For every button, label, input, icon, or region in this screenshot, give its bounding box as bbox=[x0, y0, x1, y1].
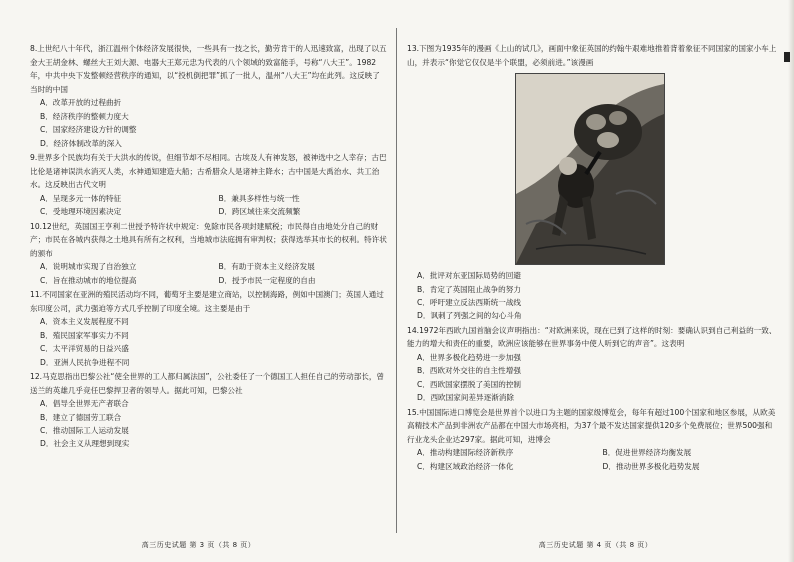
option-d: D．西欧国家间差异逐渐消除 bbox=[417, 393, 514, 403]
option-a: A．世界多极化趋势进一步加强 bbox=[417, 353, 521, 362]
option-b: B．西欧对外交往的自主性增强 bbox=[417, 366, 521, 376]
question-11 bbox=[30, 288, 387, 369]
option-b: B．促进世界经济均衡发展 bbox=[602, 448, 692, 458]
option-a: A．批评对东亚国际局势的回避 bbox=[417, 271, 521, 281]
question-stem: 12.马克思指出巴黎公社“使全世界的工人都归属法国”，公社委任了一个德国工人担任自己的劳动部长，曾送兰的英雄几乎竞任巴黎捍卫者的领导人。据此可知，巴黎公社 bbox=[30, 372, 385, 395]
option-c: C．国家经济建设方针的调整 bbox=[40, 125, 137, 135]
question-8 bbox=[30, 42, 387, 150]
option-d: D．授予市民一定程度的自由 bbox=[218, 275, 316, 285]
question-9 bbox=[30, 151, 387, 219]
option-b: B．兼具多样性与统一性 bbox=[218, 193, 300, 203]
option-b: B．有助于资本主义经济发展 bbox=[218, 262, 315, 272]
question-stem: 15.中国国际进口博览会是世界首个以进口为主题的国家级博览会，每年有超过100个国家和地区参展，从欧美高精技术产品到非洲农产品都在中国大市场亮相，为37个最不发达国家提供120多个免费展位；世界500强和行业龙头企业达297家。据此可知，进博会 bbox=[407, 407, 776, 444]
question-15 bbox=[407, 406, 778, 474]
option-d: D．推动世界多极化趋势发展 bbox=[602, 461, 700, 471]
option-d: D．讽刺了列强之间的勾心斗角 bbox=[417, 311, 522, 321]
option-c: C．受地理环境因素决定 bbox=[40, 207, 122, 217]
option-a: A．资本主义发展程度不同 bbox=[40, 317, 129, 327]
option-c: C．旨在推动城市的地位提高 bbox=[40, 275, 137, 285]
cartoon-drawing bbox=[516, 74, 664, 264]
option-c: C．推动国际工人运动发展 bbox=[40, 426, 129, 435]
option-a: A．呈现多元一体的特征 bbox=[40, 193, 122, 203]
option-a: A．说明城市实现了自治独立 bbox=[40, 262, 137, 272]
option-b: B．建立了德国劳工联合 bbox=[40, 412, 122, 422]
question-stem: 11.不同国家在亚洲的殖民活动均不同，葡萄牙主要是建立商站，以控制海路，例如中国澳门；英国人通过东印度公司，武力强迫等方式几乎控制了印度全境。这主要是由于 bbox=[30, 290, 384, 313]
option-d: D．亚洲人民抗争进程不同 bbox=[40, 357, 130, 367]
option-c: C．构建区域政治经济一体化 bbox=[417, 461, 514, 471]
question-stem: 8.上世纪八十年代，浙江温州个体经济发展很快，一些具有一技之长，勤劳肯干的人迅速致富，出现了以五金大王胡金林、螺丝大王刘大源、电器大王郑元忠为代表的八个领域的致富能手，号称“八大王”。1982年，中共中央下发整顿经营秩序的通知，以“投机倒把罪”抓了一批人，温州“八大王”均在此列。这反映了当时的中国 bbox=[30, 44, 387, 94]
question-12 bbox=[30, 370, 387, 451]
option-c: C．呼吁建立反法西斯统一战线 bbox=[417, 298, 522, 307]
question-stem: 14.1972年西欧九国首脑会议声明指出：“对欧洲来说，现在已到了这样的时刻：要确认识到自己利益的一致、能力的增大和责任的重要，欧洲应该能够在世界事务中使人听到它的声音”。这表明 bbox=[407, 325, 777, 349]
option-d: D．跨区域往来交流频繁 bbox=[218, 207, 301, 217]
scan-edge-shadow bbox=[788, 0, 794, 562]
option-b: B．殖民国家军事实力不同 bbox=[40, 330, 129, 340]
option-b: B．经济秩序的整顿力度大 bbox=[40, 111, 129, 121]
question-stem: 13.下图为1935年的漫画《上山的试几》，画面中象征英国的约翰牛艰难地推着背着象征不同国家的国家小车上山，并表示“你觉它仅仅是半个联盟，必须前进。”该漫画 bbox=[407, 44, 777, 67]
page-footer: 高三历史试题 第 3 页（共 8 页） bbox=[141, 541, 256, 549]
option-a: A．倡导全世界无产者联合 bbox=[40, 399, 129, 409]
option-d: D．经济体制改革的深入 bbox=[40, 138, 122, 148]
question-stem: 10.12世纪，英国国王亨利二世授予特许状中规定：免除市民各项封建赋税；市民得自由地处分自己的财产；市民在各城内获得之土地具有所有之权利，当地城市法庭拥有审判权；获得选举其市长的权利。特许状的颁布 bbox=[30, 221, 387, 258]
option-d: D．社会主义从理想到现实 bbox=[40, 439, 130, 449]
question-14 bbox=[407, 324, 778, 405]
right-page bbox=[397, 0, 794, 562]
option-a: A．推动构建国际经济新秩序 bbox=[417, 448, 514, 458]
option-c: C．西欧国家摆脱了美国的控制 bbox=[417, 379, 522, 389]
option-a: A．改革开放的过程曲折 bbox=[40, 98, 122, 108]
page-footer: 高三历史试题 第 4 页（共 8 页） bbox=[538, 541, 653, 549]
option-c: C．太平洋贸易的日益兴盛 bbox=[40, 344, 129, 354]
question-13 bbox=[407, 42, 778, 323]
option-b: B．肯定了英国阻止战争的努力 bbox=[417, 284, 521, 294]
question-stem: 9.世界多个民族均有关于大洪水的传说，但细节却不尽相同。古埃及人有神发怒，被神选中之人幸存；古巴比伦是诸神误洪水消灭人类，水神通知建造大船；古希腊众人是诸神主降水；古中国是大禹治水、共工治水。这反映出古代文明 bbox=[30, 153, 387, 190]
binder-mark bbox=[784, 52, 790, 62]
cartoon-illustration bbox=[515, 73, 665, 265]
question-10 bbox=[30, 220, 387, 288]
